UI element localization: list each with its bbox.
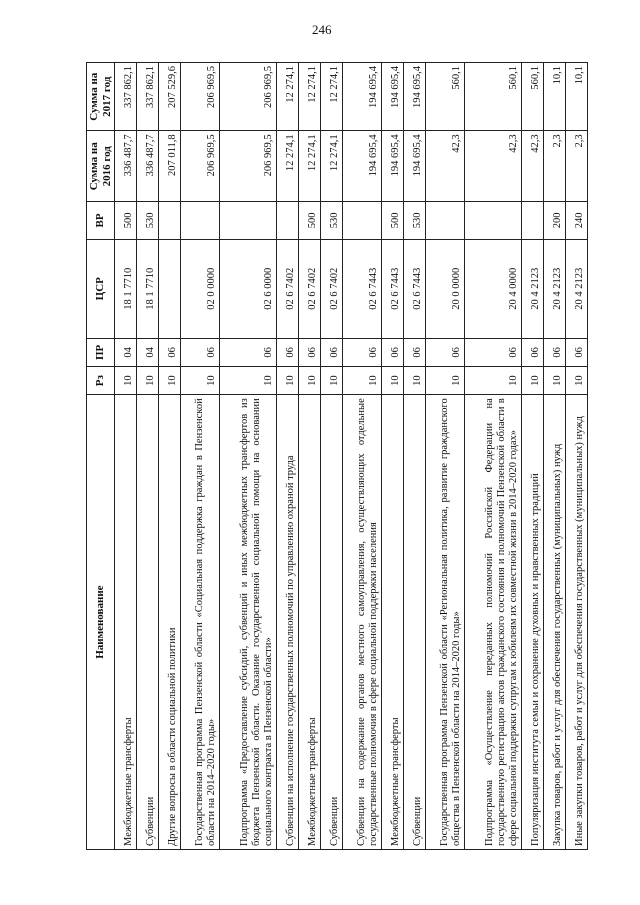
header-pr: ПР (87, 338, 115, 366)
cell-pr: 06 (404, 338, 426, 366)
cell-csr: 20 0 0000 (425, 239, 464, 338)
cell-sum-2017: 337 862,1 (115, 63, 137, 131)
table-row (299, 63, 321, 850)
table-row (544, 63, 566, 850)
header-sum-2016: Сумма на 2016 год (87, 131, 115, 202)
cell-sum-2017: 206 969,5 (220, 63, 277, 131)
cell-sum-2017: 560,1 (522, 63, 544, 131)
cell-sum-2016: 42,3 (522, 131, 544, 202)
cell-sum-2017: 337 862,1 (137, 63, 159, 131)
cell-sum-2016: 336 487,7 (115, 131, 137, 202)
cell-name: Межбюджетные трансферты (382, 395, 404, 850)
cell-vr (277, 202, 299, 240)
cell-rz: 10 (277, 366, 299, 394)
cell-rz: 10 (320, 366, 342, 394)
cell-rz: 10 (544, 366, 566, 394)
cell-sum-2016: 206 969,5 (220, 131, 277, 202)
cell-pr: 06 (544, 338, 566, 366)
table-row (566, 63, 588, 850)
cell-rz: 10 (342, 366, 381, 394)
cell-sum-2016: 336 487,7 (137, 131, 159, 202)
cell-rz: 10 (404, 366, 426, 394)
cell-sum-2016: 2,3 (566, 131, 588, 202)
cell-sum-2017: 194 695,4 (342, 63, 381, 131)
cell-pr: 06 (425, 338, 464, 366)
cell-sum-2016: 12 274,1 (277, 131, 299, 202)
table-row (115, 63, 137, 850)
cell-pr: 06 (277, 338, 299, 366)
cell-vr: 500 (299, 202, 321, 240)
cell-sum-2017: 12 274,1 (299, 63, 321, 131)
cell-sum-2016: 2,3 (544, 131, 566, 202)
table-row (522, 63, 544, 850)
cell-vr (522, 202, 544, 240)
cell-sum-2016: 194 695,4 (404, 131, 426, 202)
cell-vr: 530 (137, 202, 159, 240)
cell-rz: 10 (159, 366, 181, 394)
cell-name: Подпрограмма «Осуществление переданных полномочий Российской Федерации на государственную регистрацию актов гражданского состояния и полномочий Пензенской области в сфере социальной поддержки супругам к юбилеям их совместной жизни в 2014–2020 годах» (465, 395, 522, 850)
cell-vr (425, 202, 464, 240)
cell-name: Государственная программа Пензенской области «Региональная политика, развитие гражданского общества в Пензенской области на 2014–2020 годы» (425, 395, 464, 850)
cell-rz: 10 (522, 366, 544, 394)
table-header-row (87, 63, 115, 850)
cell-pr: 06 (180, 338, 219, 366)
cell-name: Другие вопросы в области социальной политики (159, 395, 181, 850)
cell-csr: 02 6 0000 (220, 239, 277, 338)
cell-sum-2017: 10,1 (566, 63, 588, 131)
cell-sum-2017: 206 969,5 (180, 63, 219, 131)
cell-name: Субвенции (137, 395, 159, 850)
cell-pr: 06 (382, 338, 404, 366)
cell-vr: 500 (115, 202, 137, 240)
cell-vr (220, 202, 277, 240)
cell-sum-2017: 560,1 (465, 63, 522, 131)
table-body (115, 63, 588, 850)
cell-name: Межбюджетные трансферты (115, 395, 137, 850)
cell-rz: 10 (566, 366, 588, 394)
cell-sum-2017: 10,1 (544, 63, 566, 131)
table-row (159, 63, 181, 850)
cell-csr: 02 6 7443 (382, 239, 404, 338)
cell-name: Субвенции на содержание органов местного самоуправления, осуществляющих отдельные государственные полномочия в сфере социальной поддержки населения (342, 395, 381, 850)
cell-vr (159, 202, 181, 240)
table-row (137, 63, 159, 850)
table-row (425, 63, 464, 850)
cell-csr: 20 4 2123 (544, 239, 566, 338)
cell-csr: 20 4 2123 (566, 239, 588, 338)
cell-pr: 04 (137, 338, 159, 366)
header-rz: Рз (87, 366, 115, 394)
cell-sum-2016: 206 969,5 (180, 131, 219, 202)
cell-pr: 06 (320, 338, 342, 366)
cell-csr: 18 1 7710 (137, 239, 159, 338)
cell-rz: 10 (425, 366, 464, 394)
cell-sum-2017: 194 695,4 (404, 63, 426, 131)
cell-sum-2017: 12 274,1 (320, 63, 342, 131)
cell-pr: 06 (220, 338, 277, 366)
cell-rz: 10 (382, 366, 404, 394)
cell-csr: 02 6 7402 (299, 239, 321, 338)
header-sum-2017: Сумма на 2017 год (87, 63, 115, 131)
cell-vr: 530 (404, 202, 426, 240)
cell-csr (159, 239, 181, 338)
cell-name: Государственная программа Пензенской области «Социальная поддержка граждан в Пензенской области на 2014–2020 годы» (180, 395, 219, 850)
cell-sum-2017: 207 529,6 (159, 63, 181, 131)
table-row (320, 63, 342, 850)
header-name: Наименование (87, 395, 115, 850)
cell-vr: 200 (544, 202, 566, 240)
cell-sum-2016: 207 011,8 (159, 131, 181, 202)
cell-name: Иные закупки товаров, работ и услуг для обеспечения государственных (муниципальных) нужд (566, 395, 588, 850)
cell-csr: 20 4 2123 (522, 239, 544, 338)
header-vr: ВР (87, 202, 115, 240)
cell-name: Субвенции (320, 395, 342, 850)
cell-vr: 530 (320, 202, 342, 240)
cell-pr: 06 (566, 338, 588, 366)
cell-name: Субвенции (404, 395, 426, 850)
header-csr: ЦСР (87, 239, 115, 338)
cell-pr: 06 (465, 338, 522, 366)
table-row (465, 63, 522, 850)
cell-rz: 10 (180, 366, 219, 394)
cell-sum-2016: 194 695,4 (342, 131, 381, 202)
cell-csr: 18 1 7710 (115, 239, 137, 338)
cell-vr (180, 202, 219, 240)
cell-pr: 06 (342, 338, 381, 366)
cell-sum-2017: 560,1 (425, 63, 464, 131)
table-row (277, 63, 299, 850)
cell-pr: 06 (522, 338, 544, 366)
table-row (404, 63, 426, 850)
cell-vr (342, 202, 381, 240)
cell-name: Подпрограмма «Предоставление субсидий, субвенций и иных межбюджетных трансфертов из бюджета Пензенской области. Оказание государственной социальной помощи на основании социального контракта в Пензенской области» (220, 395, 277, 850)
cell-vr (465, 202, 522, 240)
cell-name: Субвенции на исполнение государственных полномочий по управлению охраной труда (277, 395, 299, 850)
budget-table (86, 62, 588, 850)
cell-rz: 10 (137, 366, 159, 394)
cell-rz: 10 (220, 366, 277, 394)
cell-sum-2016: 42,3 (465, 131, 522, 202)
cell-vr: 500 (382, 202, 404, 240)
table-row (382, 63, 404, 850)
cell-csr: 02 6 7443 (342, 239, 381, 338)
cell-vr: 240 (566, 202, 588, 240)
cell-csr: 02 0 0000 (180, 239, 219, 338)
cell-rz: 10 (115, 366, 137, 394)
cell-pr: 04 (115, 338, 137, 366)
cell-csr: 02 6 7402 (320, 239, 342, 338)
cell-sum-2017: 194 695,4 (382, 63, 404, 131)
cell-sum-2016: 12 274,1 (299, 131, 321, 202)
cell-pr: 06 (159, 338, 181, 366)
cell-csr: 20 4 0000 (465, 239, 522, 338)
cell-sum-2016: 194 695,4 (382, 131, 404, 202)
table-row (220, 63, 277, 850)
cell-sum-2016: 42,3 (425, 131, 464, 202)
cell-name: Популяризация института семьи и сохранение духовных и нравственных традиций (522, 395, 544, 850)
page-number: 246 (312, 22, 332, 37)
budget-table-container (86, 62, 588, 850)
cell-rz: 10 (299, 366, 321, 394)
cell-csr: 02 6 7443 (404, 239, 426, 338)
cell-rz: 10 (465, 366, 522, 394)
cell-sum-2017: 12 274,1 (277, 63, 299, 131)
table-row (180, 63, 219, 850)
cell-name: Закупка товаров, работ и услуг для обеспечения государственных (муниципальных) нужд (544, 395, 566, 850)
cell-name: Межбюджетные трансферты (299, 395, 321, 850)
cell-pr: 06 (299, 338, 321, 366)
table-row (342, 63, 381, 850)
cell-csr: 02 6 7402 (277, 239, 299, 338)
cell-sum-2016: 12 274,1 (320, 131, 342, 202)
